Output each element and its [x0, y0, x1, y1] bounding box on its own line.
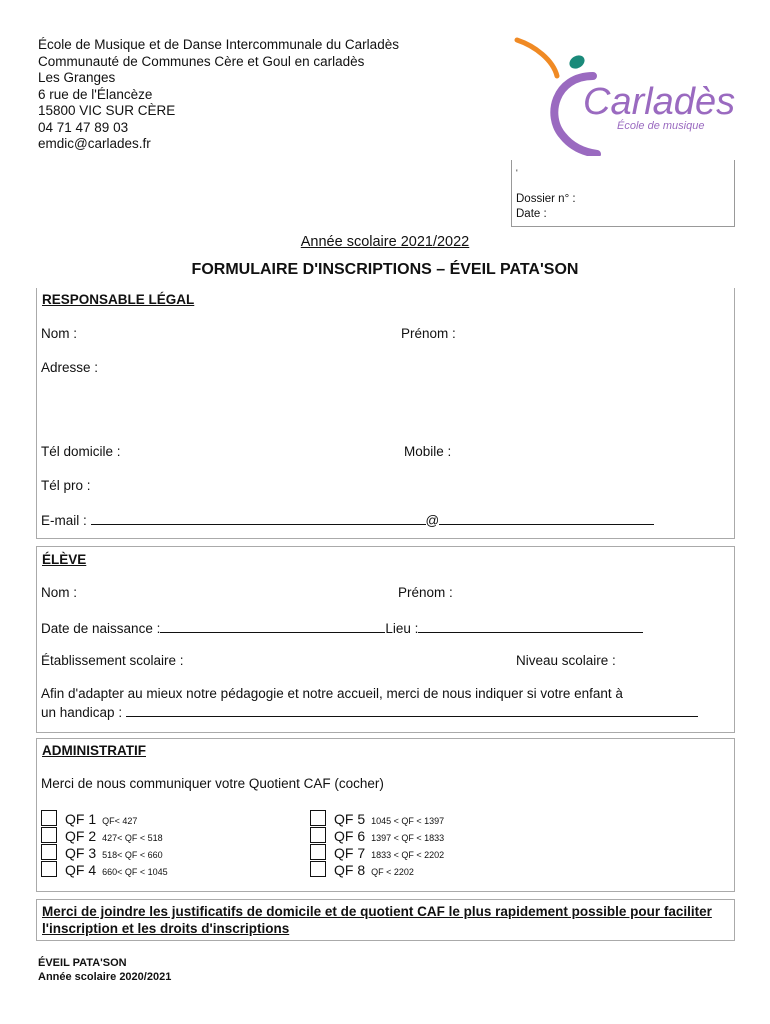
footer-year: Année scolaire 2020/2021 [38, 971, 172, 983]
checkbox[interactable] [310, 827, 326, 843]
qf-option[interactable]: QF 4 660< QF < 1045 [41, 861, 168, 878]
note-text: Merci de joindre les justificatifs de domicile et de quotient CAF le plus rapidement possible pour faciliter l'inscription et les droits d'inscriptions [42, 904, 712, 936]
dossier-number-label: Dossier n° : [516, 193, 576, 205]
adresse-label: Adresse : [41, 360, 99, 375]
qf-option[interactable]: QF 2 427< QF < 518 [41, 827, 163, 844]
handicap-row [41, 703, 698, 720]
footer-title: ÉVEIL PATA'SON [38, 957, 127, 969]
logo-graphic [505, 36, 735, 156]
tel-pro-label: Tél pro : [41, 478, 91, 493]
handicap-field[interactable] [126, 703, 698, 717]
checkbox[interactable] [310, 861, 326, 877]
administratif-section [36, 738, 735, 892]
carlades-logo [505, 36, 735, 156]
niveau-label: Niveau scolaire : [516, 653, 616, 668]
mobile-label: Mobile : [404, 444, 452, 459]
qf-option[interactable]: QF 5 1045 < QF < 1397 [310, 810, 444, 827]
form-title: FORMULAIRE D'INSCRIPTIONS – ÉVEIL PATA'SON [191, 261, 579, 278]
email-user-field[interactable] [91, 511, 426, 525]
checkbox[interactable] [41, 827, 57, 843]
qf-option[interactable]: QF 3 518< QF < 660 [41, 844, 163, 861]
address-line: 6 rue de l'Élancèze [38, 86, 153, 102]
address-line: Communauté de Communes Cère et Goul en carladès [38, 53, 365, 69]
logo-subtext: École de musique [617, 120, 705, 132]
handicap-question: Afin d'adapter au mieux notre pédagogie et notre accueil, merci de nous indiquer si votre enfant à [41, 686, 623, 701]
checkbox[interactable] [41, 810, 57, 826]
checkbox[interactable] [310, 810, 326, 826]
qf-option[interactable]: QF 7 1833 < QF < 2202 [310, 844, 444, 861]
school-year: Année scolaire 2021/2022 [300, 234, 470, 250]
tel-domicile-label: Tél domicile : [41, 444, 121, 459]
nom-label: Nom : [41, 326, 78, 341]
dossier-date-label: Date : [516, 208, 547, 220]
naissance-row [41, 619, 643, 636]
naissance-label: Date de naissance : [41, 621, 161, 636]
logo-text: Carladès [583, 81, 735, 123]
qf-option[interactable]: QF 8 QF < 2202 [310, 861, 414, 878]
address-line: 15800 VIC SUR CÈRE [38, 103, 176, 118]
section-heading: ÉLÈVE [42, 552, 87, 567]
eleve-prenom-label: Prénom : [398, 585, 453, 600]
naissance-field[interactable] [160, 619, 385, 633]
at-sign: @ [425, 513, 440, 528]
address-line: École de Musique et de Danse Intercommunale du Carladès [38, 37, 399, 52]
qf-intro: Merci de nous communiquer votre Quotient CAF (cocher) [41, 776, 384, 791]
school-address [38, 37, 399, 153]
section-heading: RESPONSABLE LÉGAL [42, 292, 195, 307]
lieu-label: Lieu : [385, 621, 419, 636]
email-row [41, 511, 654, 528]
responsable-section [36, 288, 735, 539]
checkbox[interactable] [310, 844, 326, 860]
checkbox[interactable] [41, 861, 57, 877]
eleve-nom-label: Nom : [41, 585, 78, 600]
prenom-label: Prénom : [401, 326, 456, 341]
justificatifs-note [36, 899, 735, 941]
qf-option[interactable]: QF 6 1397 < QF < 1833 [310, 827, 444, 844]
lieu-field[interactable] [418, 619, 643, 633]
eleve-section [36, 546, 735, 733]
address-line: 04 71 47 89 03 [38, 119, 129, 135]
checkbox[interactable] [41, 844, 57, 860]
address-line: emdic@carlades.fr [38, 136, 151, 151]
etablissement-label: Établissement scolaire : [41, 653, 184, 668]
dossier-box [511, 160, 735, 227]
dossier-tick: ' [516, 168, 518, 178]
section-heading: ADMINISTRATIF [42, 743, 146, 758]
handicap-label: un handicap : [41, 705, 123, 720]
qf-option[interactable]: QF 1 QF< 427 [41, 810, 137, 827]
email-label: E-mail : [41, 513, 87, 528]
address-line: Les Granges [38, 70, 116, 85]
email-domain-field[interactable] [439, 511, 654, 525]
